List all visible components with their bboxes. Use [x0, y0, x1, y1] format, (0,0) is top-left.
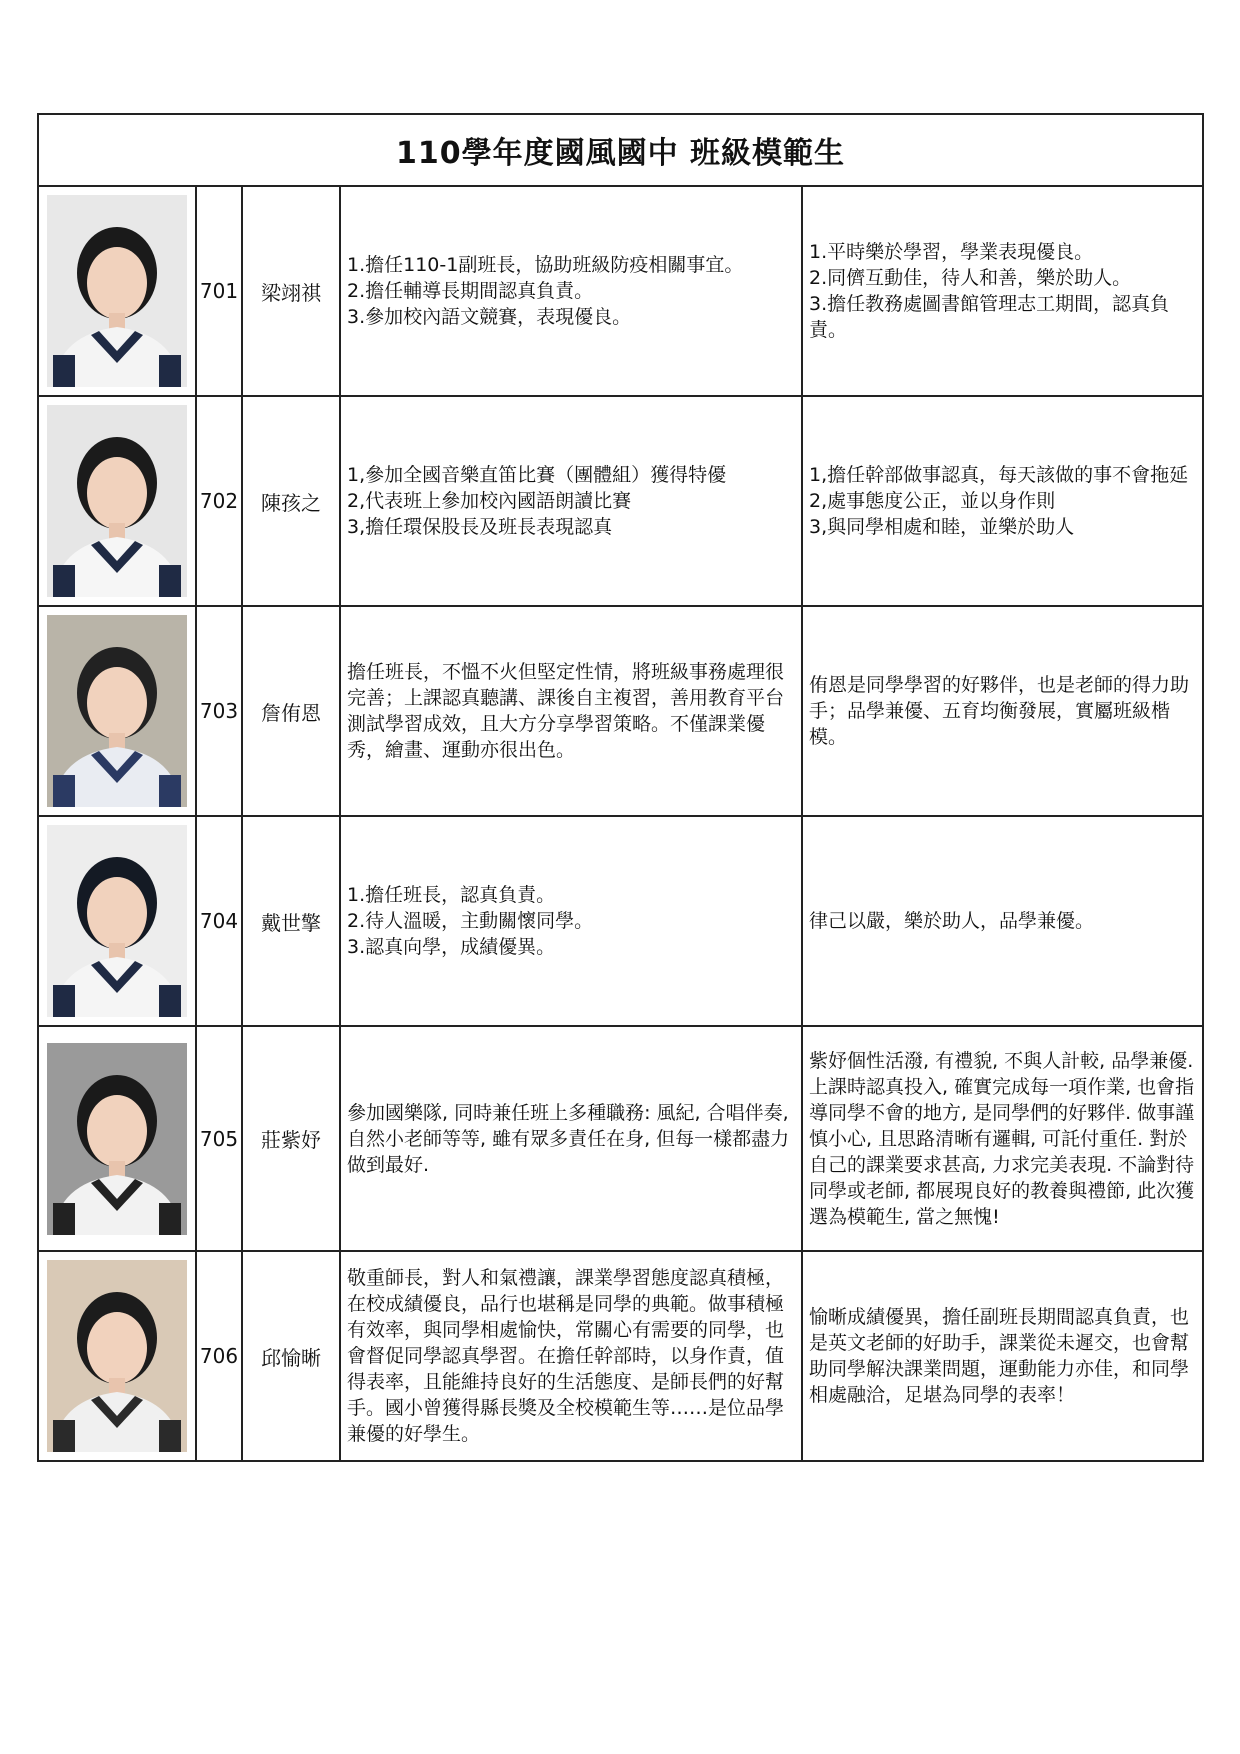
student-rows	[38, 186, 1203, 1461]
class-number: 704	[196, 816, 242, 1026]
student-photo	[47, 615, 187, 807]
page-title: 110學年度國風國中 班級模範生	[38, 114, 1203, 186]
student-name: 詹侑恩	[242, 606, 340, 816]
roster-sheet	[37, 113, 1202, 1462]
student-deeds: 參加國樂隊, 同時兼任班上多種職務: 風紀, 合唱伴奏, 自然小老師等等, 雖有眾多責任在身, 但每一樣都盡力做到最好.	[340, 1026, 802, 1251]
teacher-comment: 愉晰成績優異，擔任副班長期間認真負責，也是英文老師的好助手，課業從未遲交，也會幫助同學解決課業問題，運動能力亦佳，和同學相處融洽，足堪為同學的表率！	[802, 1251, 1203, 1461]
table-row	[38, 186, 1203, 396]
student-photo	[47, 405, 187, 597]
student-photo	[47, 195, 187, 387]
photo-cell	[38, 1251, 196, 1461]
photo-cell	[38, 816, 196, 1026]
teacher-comment: 律己以嚴，樂於助人，品學兼優。	[802, 816, 1203, 1026]
teacher-comment: 紫妤個性活潑, 有禮貌, 不與人計較, 品學兼優. 上課時認真投入, 確實完成每一項作業, 也會指導同學不會的地方, 是同學們的好夥伴. 做事謹慎小心, 且思路清晰有邏輯, 可託付重任. 對於自己的課業要求甚高, 力求完美表現. 不論對待同學或老師, 都展現良好的教養與禮節, 此次獲選為模範生, 當之無愧!	[802, 1026, 1203, 1251]
table-row	[38, 1251, 1203, 1461]
student-deeds: 敬重師長，對人和氣禮讓，課業學習態度認真積極，在校成績優良，品行也堪稱是同學的典範。做事積極有效率，與同學相處愉快，常關心有需要的同學，也會督促同學認真學習。在擔任幹部時，以身作責，值得表率，且能維持良好的生活態度、是師長們的好幫手。國小曾獲得縣長獎及全校模範生等……是位品學兼優的好學生。	[340, 1251, 802, 1461]
student-deeds: 擔任班長，不慍不火但堅定性情，將班級事務處理很完善；上課認真聽講、課後自主複習，善用教育平台測試學習成效，且大方分享學習策略。不僅課業優秀，繪畫、運動亦很出色。	[340, 606, 802, 816]
table-row	[38, 396, 1203, 606]
student-name: 戴世擎	[242, 816, 340, 1026]
teacher-comment: 1,擔任幹部做事認真，每天該做的事不會拖延 2,處事態度公正，並以身作則 3,與同學相處和睦，並樂於助人	[802, 396, 1203, 606]
student-name: 陳孩之	[242, 396, 340, 606]
class-number: 705	[196, 1026, 242, 1251]
photo-cell	[38, 606, 196, 816]
student-name: 莊紫妤	[242, 1026, 340, 1251]
table-row	[38, 1026, 1203, 1251]
class-number: 701	[196, 186, 242, 396]
teacher-comment: 1.平時樂於學習，學業表現優良。 2.同儕互動佳，待人和善，樂於助人。 3.擔任教務處圖書館管理志工期間，認真負責。	[802, 186, 1203, 396]
photo-cell	[38, 1026, 196, 1251]
class-number: 702	[196, 396, 242, 606]
student-deeds: 1.擔任班長，認真負責。 2.待人溫暖，主動關懷同學。 3.認真向學，成績優異。	[340, 816, 802, 1026]
class-number: 703	[196, 606, 242, 816]
class-number: 706	[196, 1251, 242, 1461]
student-name: 梁翊祺	[242, 186, 340, 396]
student-deeds: 1.擔任110-1副班長，協助班級防疫相關事宜。 2.擔任輔導長期間認真負責。 3.參加校內語文競賽，表現優良。	[340, 186, 802, 396]
student-photo	[47, 1260, 187, 1452]
student-photo	[47, 1043, 187, 1235]
student-photo	[47, 825, 187, 1017]
model-student-table	[37, 113, 1204, 1462]
student-name: 邱愉晰	[242, 1251, 340, 1461]
table-row	[38, 816, 1203, 1026]
student-deeds: 1,參加全國音樂直笛比賽（團體組）獲得特優 2,代表班上參加校內國語朗讀比賽 3,擔任環保股長及班長表現認真	[340, 396, 802, 606]
photo-cell	[38, 186, 196, 396]
teacher-comment: 侑恩是同學學習的好夥伴，也是老師的得力助手；品學兼優、五育均衡發展，實屬班級楷模。	[802, 606, 1203, 816]
photo-cell	[38, 396, 196, 606]
table-row	[38, 606, 1203, 816]
title-row	[38, 114, 1203, 186]
